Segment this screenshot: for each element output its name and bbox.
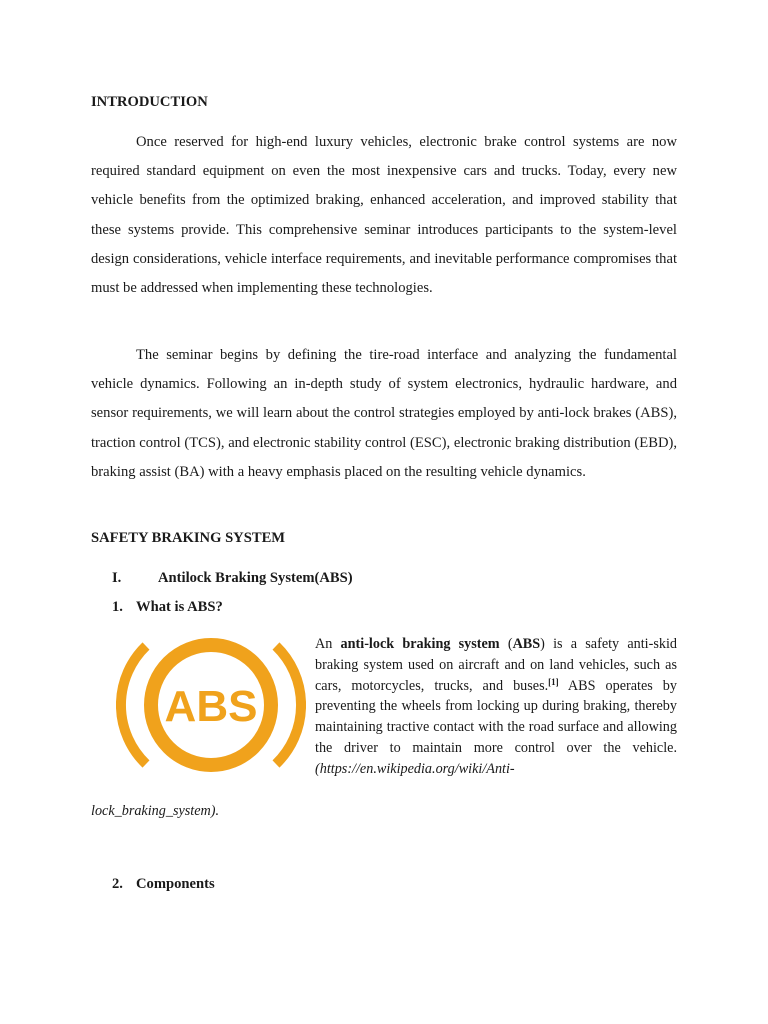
abs-paren-close: ) <box>540 636 545 652</box>
safety-braking-heading: SAFETY BRAKING SYSTEM <box>91 530 286 546</box>
abs-icon-right-arc <box>276 646 301 764</box>
abs-icon-left-arc <box>121 646 146 764</box>
abs-body-2: ABS operates by preventing the wheels from locking up during braking, thereby maintaining tractive contact with the road surface and allowing the driver to maintain more control over the vehicle. <box>315 677 677 756</box>
abs-lead-text: An <box>315 636 341 652</box>
intro-paragraph-1: Once reserved for high-end luxury vehicles, electronic brake control systems are now required standard equipment on even the most inexpensive cars and trucks. Today, every new vehicle benefits from the optimized braking, enhanced acceleration, and improved stability that these systems provide. This comprehensive seminar introduces participants to the system-level design considerations, vehicle interface requirements, and inevitable performance compromises that must be addressed when implementing these technologies. <box>91 134 677 297</box>
abs-reference-1[interactable]: [1] <box>548 676 559 687</box>
question-title-what-is-abs: What is ABS? <box>136 599 223 615</box>
abs-body-1: is a safety anti-skid braking system used on aircraft and on land vehicles, such as cars, motorcycles, trucks, and buses. <box>315 636 677 694</box>
abs-icon-label: ABS <box>164 682 258 731</box>
abs-description <box>315 634 677 780</box>
intro-paragraph-2: The seminar begins by defining the tire-road interface and analyzing the fundamental vehicle dynamics. Following an in-depth study of system electronics, hydraulic hardware, and sensor requirements, we will learn about the control strategies employed by anti-lock brakes (ABS), traction control (TCS), and electronic stability control (ESC), electronic braking distribution (EBD), braking assist (BA) with a heavy emphasis placed on the resulting vehicle dynamics. <box>91 347 677 480</box>
abs-source-link-tail[interactable]: lock_braking_system). <box>91 803 220 819</box>
abs-term: anti-lock braking system <box>340 636 500 652</box>
abs-source-link[interactable]: (https://en.wikipedia.org/wiki/Anti- <box>315 760 515 777</box>
abs-warning-icon <box>116 634 306 776</box>
introduction-heading: INTRODUCTION <box>91 94 208 110</box>
question-title-components: Components <box>136 876 215 892</box>
abs-abbreviation: ABS <box>512 636 541 652</box>
section-number: I. <box>112 570 122 586</box>
question-number-1: 1. <box>112 599 123 615</box>
abs-paren-open: ( <box>499 636 513 652</box>
section-title: Antilock Braking System(ABS) <box>158 570 353 586</box>
question-number-2: 2. <box>112 876 123 892</box>
